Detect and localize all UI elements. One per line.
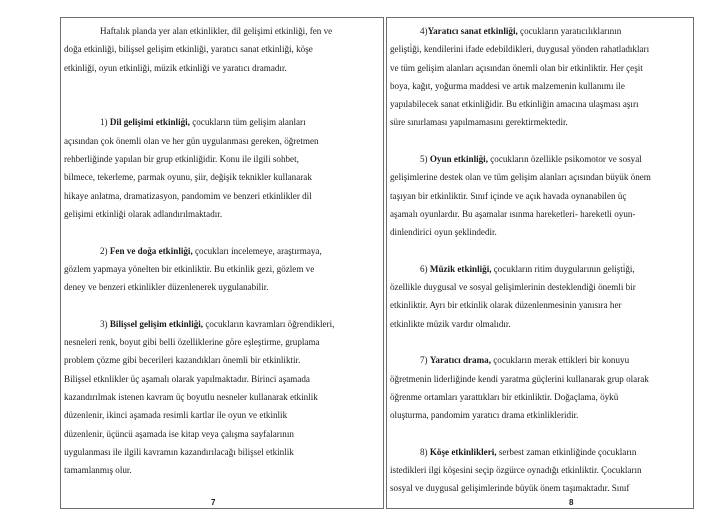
section-3-line: düzenlenir, ikinci aşamada resimli kartlar ile oyun ve etkinlik — [64, 410, 288, 421]
section-4-line: yapılabilecek sanat etkinliğidir. Bu etkinliğin amacına ulaşması aşırı — [390, 99, 639, 110]
section-4-line: süre sınırlaması yapılmamasını gerektirmektedir. — [390, 117, 568, 128]
right-page — [386, 17, 694, 509]
section-8-line: istedikleri ilgi köşesini seçip özgürce oynadığı etkinliktir. Çocukların — [390, 465, 642, 476]
section-4-heading: 4)Yaratıcı sanat etkinliği, çocukların yaratıcılıklarının — [420, 26, 622, 36]
section-1-line: bilmece, tekerleme, parmak oyunu, şiir, değişik teknikler kullanarak — [64, 172, 312, 183]
section-3-line: kazandırılmak istenen kavram üç boyutlu nesneler kullanarak etkinlik — [64, 391, 318, 402]
section-3-line: düzenlenir, üçüncü aşamada ise kitap veya çalışma sayfalarının — [64, 428, 294, 439]
section-3-line: Bilişsel etknlikler üç aşamalı olarak yapılmaktadır. Birinci aşamada — [64, 373, 310, 384]
section-6-line: özellikle duygusal ve sosyal gelişimlerinin desteklendiği önemli bir — [390, 282, 636, 293]
section-5-line: aşamalı oyunlardır. Bu aşamalar ısınma hareketleri- hareketli oyun- — [390, 208, 636, 219]
section-7-line: öğretmenin liderliğinde kendi yaratma güçlerini kullanarak grup olarak — [390, 373, 649, 384]
section-5-heading: 5) Oyun etkinliği, çocukların özellikle psikomotor ve sosyal — [420, 154, 642, 165]
section-2-title: Fen ve doğa etkinliği, — [109, 245, 193, 256]
section-1-line: açısından çok önemli olan ve her gün uygulanması gereken, öğretmen — [64, 135, 319, 146]
section-5-line: dinlendirici oyun şeklindedir. — [390, 227, 497, 238]
page-number: 7 — [211, 498, 216, 507]
section-1-heading: 1) Dil gelişimi etkinliği, çocukların tüm gelişim alanları — [100, 117, 306, 128]
section-4-line: gelişti̇ği, kendilerini ifade edebildikleri, duygusal yönden rahatladıkları — [390, 44, 650, 55]
section-3-line: problem çözme gibi becerileri kazandıkları önemli bir etkinliktir. — [64, 355, 301, 366]
section-3-line: tamamlanmış olur. — [64, 465, 132, 476]
intro-line: doğa etkinliği, bilişsel gelişim etkinliği, yaratıcı sanat etkinliği, köşe — [64, 44, 313, 55]
section-4-line: boya, kağıt, yoğurma maddesi ve artık malzemenin kullanımı ile — [390, 80, 625, 91]
section-7-heading: 7) Yaratıcı drama, çocukların merak ettikleri bir konuyu — [420, 355, 630, 366]
left-page — [60, 17, 384, 509]
left-page-text — [61, 18, 383, 479]
section-8-line: sosyal ve duygusal gelişimlerinde büyük önem taşımaktadır. Sınıf — [390, 483, 630, 494]
section-8-heading: 8) Köşe etkinlikleri, serbest zaman etkinliğinde çocukların — [420, 446, 637, 457]
intro-line: Haftalık planda yer alan etkinlikler, dil gelişimi etkinliği, fen ve — [100, 26, 333, 36]
section-5-title: Oyun etkinliği, — [429, 154, 488, 165]
section-6-line: etkinlikte müzik vardır olmalıdır. — [390, 318, 511, 329]
section-3-title: Bilişsel gelişim etkinliği, — [109, 318, 204, 329]
section-5-line: taşıyan bir etkinliktir. Sınıf içinde ve açık havada oynanabilen üç — [390, 190, 627, 201]
section-1-line: rehberliğinde yapılan bir grup etkinliğidir. Konu ile ilgili sohbet, — [64, 154, 299, 165]
intro-line: etkinliği, oyun etkinliği, müzik etkinliği ve yaratıcı dramadır. — [64, 62, 287, 73]
section-2-line: gözlem yapmaya yönelten bir etkinliktir. Bu etkinlik gezi, gözlem ve — [64, 263, 315, 274]
section-1-line: gelişimi etkinliği olarak adlandırılmaktadır. — [64, 208, 223, 219]
section-8-title: Köşe etkinlikleri, — [429, 446, 497, 457]
section-4-line: ve tüm gelişim alanları açısından önemli olan bir etkinliktir. Her çeşit — [390, 62, 643, 73]
section-7-line: öğrenme ortamları yarattıkları bir etkinliktir. Doğaçlama, öykü — [390, 391, 619, 402]
section-3-line: nesneleri renk, boyut gibi belli özelliklerine göre eşleştirme, gruplama — [64, 337, 320, 348]
right-page-text — [387, 18, 693, 498]
section-7-line: oluşturma, pandomim yaratıcı drama etkinlikleridir. — [390, 410, 579, 421]
section-2-line: deney ve benzeri etkinlikler düzenlenerek uygulanabilir. — [64, 282, 269, 293]
section-2-heading: 2) Fen ve doğa etkinliği, çocukları incelemeye, araştırmaya, — [100, 245, 322, 256]
section-5-line: gelişimlerine destek olan ve tüm gelişim alanları açısından büyük önem — [390, 172, 651, 183]
section-6-heading: 6) Müzik etkinliği, çocukların ritim duygularının gelişti̇ği, — [420, 263, 635, 274]
section-7-title: Yaratıcı drama, — [429, 355, 491, 366]
page-number: 8 — [569, 498, 574, 507]
section-3-heading: 3) Bilişsel gelişim etkinliği, çocukların kavramları öğrendikleri, — [100, 318, 335, 329]
section-3-line: uygulanması ile ilgili kavramın kazandırılacağı bilişsel etkinlik — [64, 446, 294, 457]
section-4-title: Yaratıcı sanat etkinliği, — [427, 26, 518, 36]
section-1-title: Dil gelişimi etkinliği, — [109, 117, 190, 128]
section-6-line: etkinliktir. Ayrı bir etkinlik olarak düzenlenmesinin yanısıra her — [390, 300, 622, 311]
section-1-line: hikaye anlatma, dramatizasyon, pandomim ve benzeri etkinlikler dil — [64, 190, 312, 201]
section-6-title: Müzik etkinliği, — [429, 263, 492, 274]
